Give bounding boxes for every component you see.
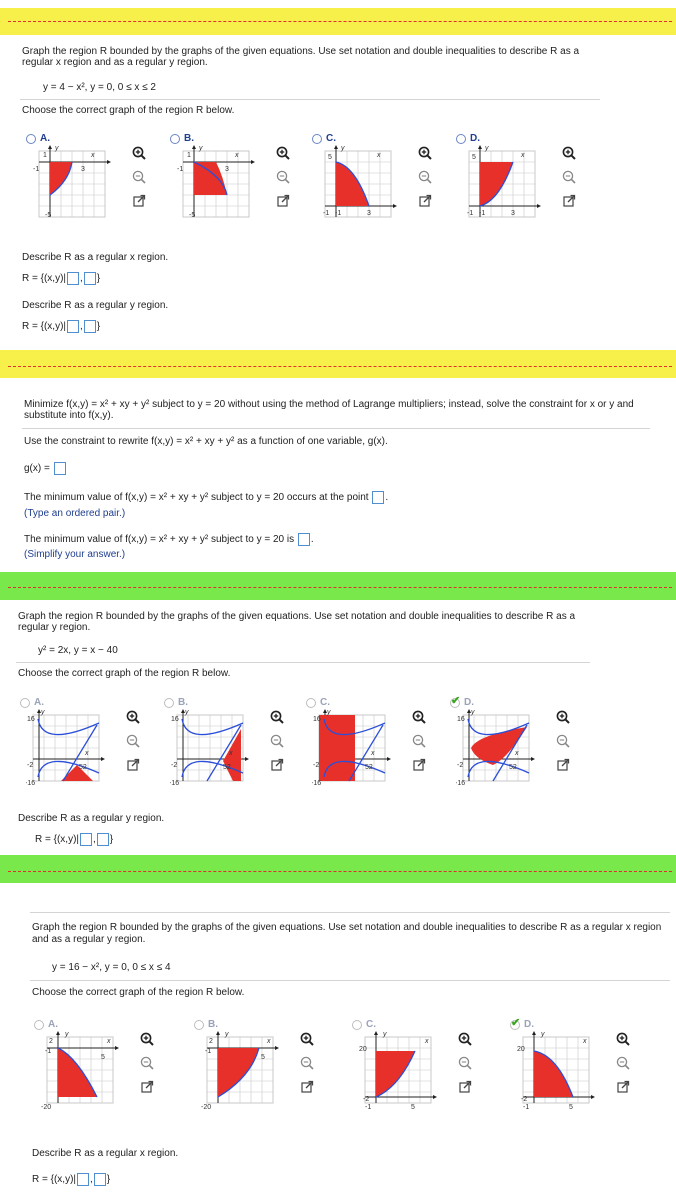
x-axis-label: x [583, 1038, 587, 1045]
graph-thumbnail[interactable] [26, 708, 106, 788]
zoom-in-icon[interactable] [556, 710, 570, 724]
tick-label: 5 [569, 1104, 573, 1110]
answer-box[interactable] [77, 1173, 89, 1186]
y-axis-label: y [341, 145, 345, 152]
tick-label: 1 [187, 152, 191, 159]
tick-label: 3 [367, 210, 371, 217]
popout-icon[interactable] [562, 194, 576, 208]
answer-box[interactable] [84, 320, 96, 333]
option-radio[interactable] [164, 698, 174, 708]
tick-label: -1 [205, 1048, 212, 1055]
graph-thumbnail[interactable] [32, 144, 112, 224]
tick-label: 52 [365, 764, 373, 771]
zoom-in-icon[interactable] [458, 1032, 472, 1046]
y-axis-arrow [374, 1031, 378, 1035]
x-axis-arrow [591, 1095, 595, 1099]
answer-box[interactable] [80, 833, 92, 846]
tick-label: 2 [209, 1038, 213, 1045]
tick-label: -1 [467, 210, 474, 217]
popout-icon[interactable] [418, 194, 432, 208]
grid [33, 715, 99, 781]
set-prefix: R = {(x,y)| [32, 1174, 76, 1186]
point-answer-box[interactable] [372, 491, 384, 504]
p2-gx-row [24, 462, 67, 475]
option-letter: D. [464, 697, 474, 708]
p1-choose-label: Choose the correct graph of the region R below. [22, 105, 235, 116]
correct-check-icon: ✔ [451, 695, 461, 707]
popout-icon[interactable] [132, 194, 146, 208]
zoom-in-icon[interactable] [132, 146, 146, 160]
option-letter: D. [524, 1019, 534, 1030]
tick-label: -1 [177, 166, 184, 173]
p4-describe-x: Describe R as a regular x region. [32, 1148, 179, 1159]
x-axis-label: x [425, 1038, 429, 1045]
tick-label: -2 [521, 1096, 528, 1103]
popout-icon[interactable] [458, 1080, 472, 1094]
tick-label: -5 [45, 212, 52, 219]
yellow-band-2 [0, 350, 676, 378]
zoom-in-icon[interactable] [616, 1032, 630, 1046]
option-letter: A. [40, 133, 50, 144]
zoom-out-icon[interactable] [140, 1056, 154, 1070]
tick-label: -1 [335, 210, 342, 217]
popout-icon[interactable] [556, 758, 570, 772]
green-band-1 [0, 572, 676, 600]
green-band-2 [0, 855, 676, 883]
popout-icon[interactable] [140, 1080, 154, 1094]
x-axis-arrow [115, 1046, 119, 1050]
set-prefix: R = {(x,y)| [22, 273, 66, 285]
zoom-out-icon[interactable] [300, 1056, 314, 1070]
band-divider [8, 587, 672, 588]
band-divider [8, 366, 672, 367]
option-radio[interactable] [170, 134, 180, 144]
graph-thumbnail[interactable] [358, 1030, 438, 1110]
answer-box[interactable] [84, 272, 96, 285]
option-graph[interactable] [358, 1030, 438, 1113]
tick-label: 20 [517, 1046, 525, 1053]
tick-label: -1 [45, 1048, 52, 1055]
tick-label: -5 [189, 212, 196, 219]
tick-label: -16 [456, 780, 466, 787]
x-axis-arrow [251, 160, 255, 164]
gx-answer-box[interactable] [54, 462, 66, 475]
zoom-out-icon[interactable] [270, 734, 284, 748]
y-axis-label: y [541, 1031, 545, 1038]
option-letter: B. [178, 697, 188, 708]
zoom-out-icon[interactable] [458, 1056, 472, 1070]
x-axis-label: x [267, 1038, 271, 1045]
y-axis-label: y [65, 1031, 69, 1038]
option-radio[interactable] [312, 134, 322, 144]
y-axis-label: y [199, 145, 203, 152]
option-letter: C. [326, 133, 336, 144]
y-axis-label: y [383, 1031, 387, 1038]
tick-label: -1 [323, 210, 330, 217]
tick-label: 3 [225, 166, 229, 173]
tick-label: -2 [171, 762, 178, 769]
y-axis-arrow [192, 145, 196, 149]
p1-instruction: Graph the region R bounded by the graphs of the given equations. Use set notation and double inequalities to describe R as a regular x region and as a regular y region. [22, 46, 580, 68]
y-axis-label: y [327, 709, 331, 716]
shaded-region [319, 715, 355, 781]
tick-label: -16 [312, 780, 322, 787]
p3-instruction: Graph the region R bounded by the graphs of the given equations. Use set notation and double inequalities to describe R as a regular y region. [18, 611, 576, 633]
zoom-out-icon[interactable] [132, 170, 146, 184]
p1-describe-y: Describe R as a regular y region. [22, 300, 169, 311]
zoom-in-icon[interactable] [140, 1032, 154, 1046]
option-graph[interactable] [170, 708, 250, 791]
zoom-in-icon[interactable] [300, 1032, 314, 1046]
zoom-out-icon[interactable] [412, 734, 426, 748]
y-axis-arrow [48, 145, 52, 149]
p1-describe-x: Describe R as a regular x region. [22, 252, 169, 263]
p4-equation: y = 16 − x², y = 0, 0 ≤ x ≤ 4 [52, 962, 171, 973]
option-radio[interactable] [26, 134, 36, 144]
zoom-out-icon[interactable] [418, 170, 432, 184]
p2-hint-simplify: (Simplify your answer.) [24, 549, 126, 560]
x-axis-label: x [515, 750, 519, 757]
p3-equation: y² = 2x, y = x − 40 [38, 645, 118, 656]
graph-thumbnail[interactable] [312, 708, 392, 788]
p4-set-x: R = {(x,y)| , } [32, 1174, 111, 1186]
tick-label: 3 [81, 166, 85, 173]
p2-use-constraint: Use the constraint to rewrite f(x,y) = x² + xy + y² as a function of one variable, g(x). [24, 436, 388, 447]
p3-divider [16, 662, 590, 663]
y-axis-label: y [41, 709, 45, 716]
tick-label: 5 [472, 154, 476, 161]
popout-icon[interactable] [300, 1080, 314, 1094]
x-axis-label: x [521, 152, 525, 159]
x-axis-arrow [537, 204, 541, 208]
graph-thumbnail[interactable] [176, 144, 256, 224]
option-letter: C. [366, 1019, 376, 1030]
tick-label: -20 [201, 1104, 212, 1110]
tick-label: 1 [43, 152, 47, 159]
x-axis-label: x [91, 152, 95, 159]
x-axis-arrow [245, 757, 249, 761]
option-graph[interactable] [318, 144, 398, 227]
x-axis-arrow [433, 1095, 437, 1099]
x-axis-arrow [531, 757, 535, 761]
tick-label: -1 [33, 166, 40, 173]
answer-box[interactable] [97, 833, 109, 846]
tick-label: 52 [79, 764, 87, 771]
answer-box[interactable] [94, 1173, 106, 1186]
y-axis-label: y [225, 1031, 229, 1038]
x-axis-arrow [393, 204, 397, 208]
option-letter: A. [34, 697, 44, 708]
option-graph[interactable] [32, 144, 112, 227]
tick-label: 20 [359, 1046, 367, 1053]
x-axis-arrow [101, 757, 105, 761]
min-point-label: The minimum value of f(x,y) = x² + xy + y² subject to y = 20 occurs at the point [24, 492, 369, 504]
y-axis-arrow [532, 1031, 536, 1035]
graph-thumbnail[interactable] [516, 1030, 596, 1110]
tick-label: 16 [313, 716, 321, 723]
option-letter: B. [184, 133, 194, 144]
x-axis-label: x [377, 152, 381, 159]
tick-label: -1 [365, 1104, 372, 1110]
popout-icon[interactable] [270, 758, 284, 772]
tick-label: 5 [328, 154, 332, 161]
popout-icon[interactable] [616, 1080, 630, 1094]
set-prefix: R = {(x,y)| [22, 321, 66, 333]
option-graph[interactable] [462, 144, 542, 227]
y-axis-arrow [334, 145, 338, 149]
option-graph[interactable] [200, 1030, 280, 1113]
zoom-out-icon[interactable] [616, 1056, 630, 1070]
zoom-in-icon[interactable] [276, 146, 290, 160]
tick-label: -2 [27, 762, 34, 769]
answer-box[interactable] [67, 320, 79, 333]
p1-set-x: R = {(x,y)| , } [22, 273, 101, 285]
grid [39, 151, 105, 217]
option-radio[interactable] [306, 698, 316, 708]
value-answer-box[interactable] [298, 533, 310, 546]
tick-label: 2 [49, 1038, 53, 1045]
graph-thumbnail[interactable] [200, 1030, 280, 1110]
option-radio[interactable] [34, 1020, 44, 1030]
tick-label: -16 [26, 780, 36, 787]
min-value-label: The minimum value of f(x,y) = x² + xy + y² subject to y = 20 is [24, 534, 295, 546]
y-axis-arrow [56, 1031, 60, 1035]
x-axis-label: x [235, 152, 239, 159]
x-axis-arrow [387, 757, 391, 761]
option-graph[interactable] [40, 1030, 120, 1113]
correct-check-icon: ✔ [511, 1017, 521, 1029]
tick-label: 52 [223, 764, 231, 771]
option-radio[interactable] [456, 134, 466, 144]
band-divider [8, 871, 672, 872]
p3-set-y: R = {(x,y)| , } [35, 834, 114, 846]
x-axis-arrow [107, 160, 111, 164]
p2-instruction: Minimize f(x,y) = x² + xy + y² subject to y = 20 without using the method of Lagrange multipliers; instead, solve the constraint for x or y and substitute into f(x,y). [24, 399, 634, 421]
tick-label: 16 [171, 716, 179, 723]
popout-icon[interactable] [412, 758, 426, 772]
zoom-in-icon[interactable] [270, 710, 284, 724]
tick-label: -2 [457, 762, 464, 769]
option-radio[interactable] [194, 1020, 204, 1030]
band-divider [8, 21, 672, 22]
y-axis-label: y [55, 145, 59, 152]
x-axis-label: x [107, 1038, 111, 1045]
option-letter: B. [208, 1019, 218, 1030]
p4-divider [30, 980, 670, 981]
y-axis-label: y [185, 709, 189, 716]
p1-set-y: R = {(x,y)| , } [22, 321, 101, 333]
option-graph[interactable] [176, 144, 256, 227]
tick-label: -2 [313, 762, 320, 769]
graph-thumbnail[interactable] [40, 1030, 120, 1110]
tick-label: 5 [101, 1054, 105, 1061]
graph-thumbnail[interactable] [462, 144, 542, 224]
p4-choose-label: Choose the correct graph of the region R below. [32, 987, 245, 998]
tick-label: 16 [457, 716, 465, 723]
p2-divider [22, 428, 650, 429]
p4-instruction: Graph the region R bounded by the graphs of the given equations. Use set notation and double inequalities to describe R as a regular x region and as a regular y region. [32, 922, 662, 945]
p2-min-point: The minimum value of f(x,y) = x² + xy + y² subject to y = 20 occurs at the point . [24, 492, 389, 504]
tick-label: -20 [41, 1104, 52, 1110]
y-axis-arrow [216, 1031, 220, 1035]
tick-label: -2 [363, 1096, 370, 1103]
p3-choose-label: Choose the correct graph of the region R below. [18, 668, 231, 679]
p1-equation: y = 4 − x², y = 0, 0 ≤ x ≤ 2 [43, 82, 156, 93]
zoom-in-icon[interactable] [418, 146, 432, 160]
option-graph[interactable] [26, 708, 106, 791]
tick-label: -16 [170, 780, 180, 787]
p4-top-divider [30, 912, 670, 913]
graph-thumbnail[interactable] [170, 708, 250, 788]
x-axis-label: x [229, 750, 233, 757]
zoom-out-icon[interactable] [556, 734, 570, 748]
tick-label: -1 [523, 1104, 530, 1110]
option-radio[interactable] [20, 698, 30, 708]
tick-label: 3 [511, 210, 515, 217]
graph-thumbnail[interactable] [318, 144, 398, 224]
answer-box[interactable] [67, 272, 79, 285]
option-letter: D. [470, 133, 480, 144]
x-axis-arrow [275, 1046, 279, 1050]
zoom-in-icon[interactable] [562, 146, 576, 160]
option-graph[interactable] [516, 1030, 596, 1113]
option-letter: A. [48, 1019, 58, 1030]
option-radio[interactable] [352, 1020, 362, 1030]
option-graph[interactable] [456, 708, 536, 791]
p1-divider [20, 99, 600, 100]
zoom-out-icon[interactable] [276, 170, 290, 184]
p3-describe-y: Describe R as a regular y region. [18, 813, 165, 824]
tick-label: -1 [479, 210, 486, 217]
zoom-in-icon[interactable] [412, 710, 426, 724]
y-axis-label: y [471, 709, 475, 716]
p2-hint-pair: (Type an ordered pair.) [24, 508, 126, 519]
x-axis-label: x [371, 750, 375, 757]
y-axis-arrow [478, 145, 482, 149]
option-graph[interactable] [312, 708, 392, 791]
tick-label: 52 [509, 764, 517, 771]
option-letter: C. [320, 697, 330, 708]
x-axis-label: x [85, 750, 89, 757]
graph-thumbnail[interactable] [456, 708, 536, 788]
popout-icon[interactable] [276, 194, 290, 208]
popout-icon[interactable] [126, 758, 140, 772]
gx-label: g(x) = [24, 463, 50, 475]
p2-min-value: The minimum value of f(x,y) = x² + xy + y² subject to y = 20 is . [24, 534, 314, 546]
y-axis-label: y [485, 145, 489, 152]
tick-label: 5 [411, 1104, 415, 1110]
tick-label: 5 [261, 1054, 265, 1061]
zoom-out-icon[interactable] [126, 734, 140, 748]
tick-label: 16 [27, 716, 35, 723]
set-prefix: R = {(x,y)| [35, 834, 79, 846]
zoom-out-icon[interactable] [562, 170, 576, 184]
zoom-in-icon[interactable] [126, 710, 140, 724]
